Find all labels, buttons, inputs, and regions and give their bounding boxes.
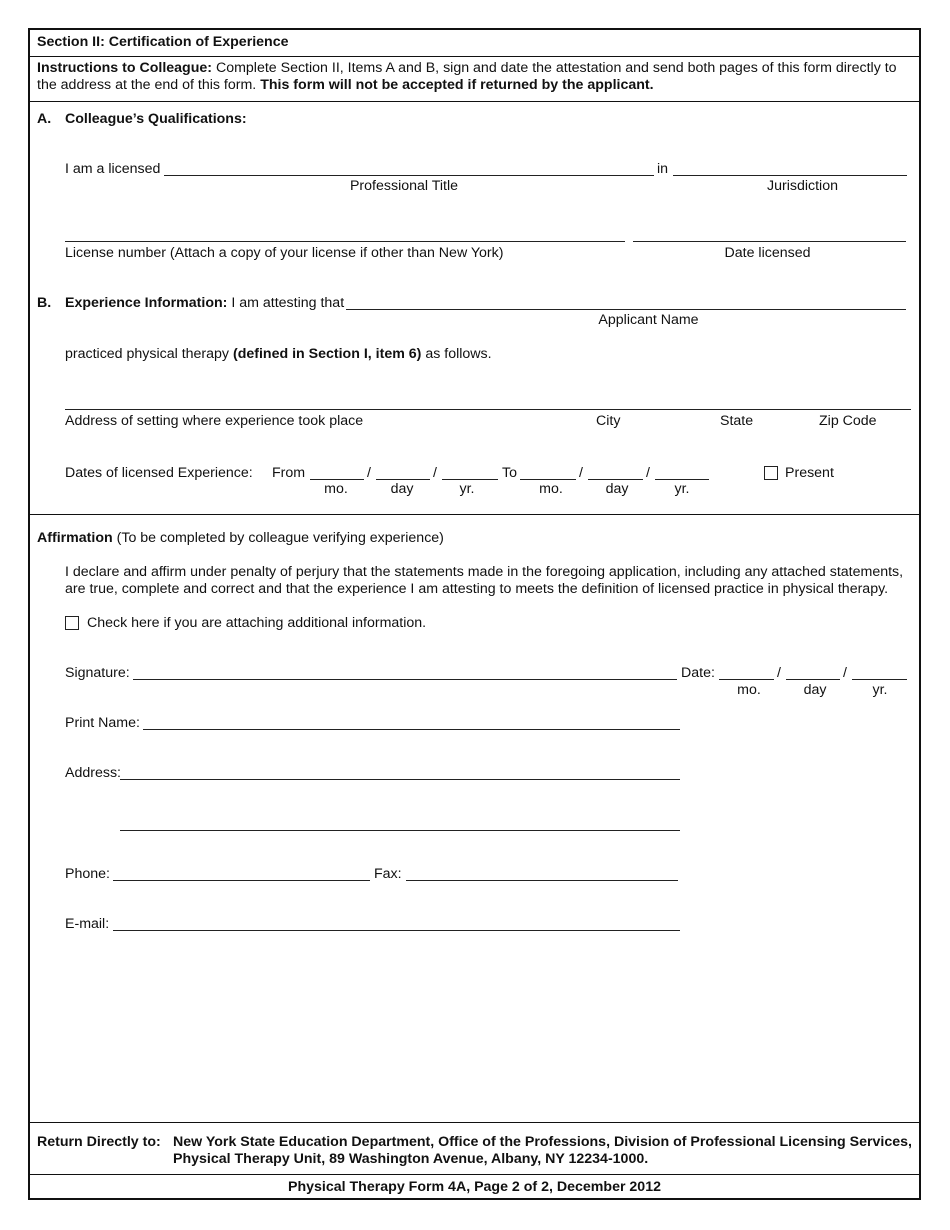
email-label: E-mail: (65, 916, 110, 932)
date-licensed-caption: Date licensed (724, 245, 811, 261)
section-b-title: Experience Information: (65, 295, 228, 311)
professional-title-field[interactable] (164, 175, 654, 176)
attesting-text: I am attesting that (231, 295, 345, 311)
experience-address-field[interactable] (65, 409, 911, 410)
experience-line (65, 295, 344, 312)
signature-label: Signature: (65, 665, 130, 681)
from-month-field[interactable] (310, 479, 364, 480)
applicant-name-caption: Applicant Name (598, 312, 699, 328)
to-slash-1: / (579, 465, 583, 481)
sign-slash-2: / (843, 665, 847, 681)
divider-header (28, 56, 921, 57)
return-label: Return Directly to: (37, 1134, 161, 1150)
license-number-caption: License number (Attach a copy of your license if other than New York) (65, 245, 504, 261)
print-name-field[interactable] (143, 729, 680, 730)
sign-day-caption: day (803, 682, 827, 698)
return-address-line-1: New York State Education Department, Office of the Professions, Division of Professional Licensing Services, (173, 1134, 912, 1150)
practiced-line (65, 346, 492, 363)
address-field-line-1[interactable] (120, 779, 680, 780)
affirmation-heading (37, 530, 444, 547)
affirmation-subtitle: (To be completed by colleague verifying experience) (116, 530, 444, 546)
date-licensed-field[interactable] (633, 241, 906, 242)
to-year-field[interactable] (655, 479, 709, 480)
from-slash-2: / (433, 465, 437, 481)
section-a-letter: A. (37, 111, 52, 127)
affirmation-title: Affirmation (37, 530, 113, 546)
jurisdiction-field[interactable] (673, 175, 907, 176)
to-day-field[interactable] (588, 479, 643, 480)
from-day-caption: day (390, 481, 414, 497)
in-word: in (657, 161, 669, 177)
instructions-line-1 (37, 60, 897, 77)
to-yr-caption: yr. (674, 481, 690, 497)
to-month-field[interactable] (520, 479, 576, 480)
sign-year-field[interactable] (852, 679, 907, 680)
address-field-line-2[interactable] (120, 830, 680, 831)
declaration-line-1: I declare and affirm under penalty of perjury that the statements made in the foregoing application, including any attached statements, (65, 564, 904, 580)
address-label: Address: (65, 765, 121, 781)
to-mo-caption: mo. (539, 481, 563, 497)
attach-info-label: Check here if you are attaching additional information. (87, 615, 427, 631)
instructions-text: Complete Section II, Items A and B, sign and date the attestation and send both pages of this form directly to (215, 60, 897, 76)
sign-yr-caption: yr. (872, 682, 888, 698)
form-footer: Physical Therapy Form 4A, Page 2 of 2, December 2012 (288, 1179, 661, 1195)
divider-instructions (28, 101, 921, 102)
from-slash-1: / (367, 465, 371, 481)
phone-label: Phone: (65, 866, 110, 882)
declaration-line-2: are true, complete and correct and that the experience I am attesting to meets the definition of licensed practice in physical therapy. (65, 581, 889, 597)
practiced-text: practiced physical therapy (65, 346, 230, 362)
present-label: Present (785, 465, 834, 481)
print-name-label: Print Name: (65, 715, 140, 731)
licensed-prefix: I am a licensed (65, 161, 161, 177)
section-a-title: Colleague’s Qualifications: (65, 111, 247, 127)
section-b-letter: B. (37, 295, 52, 311)
sign-day-field[interactable] (786, 679, 840, 680)
date-label: Date: (681, 665, 715, 681)
to-day-caption: day (605, 481, 629, 497)
practiced-suffix: as follows. (425, 346, 492, 362)
from-yr-caption: yr. (459, 481, 475, 497)
present-checkbox[interactable] (764, 466, 778, 480)
fax-label: Fax: (374, 866, 402, 882)
city-caption: City (596, 413, 621, 429)
email-field[interactable] (113, 930, 680, 931)
divider-footer (28, 1174, 921, 1175)
professional-title-caption: Professional Title (349, 178, 459, 194)
jurisdiction-caption: Jurisdiction (767, 178, 838, 194)
dates-label: Dates of licensed Experience: (65, 465, 253, 481)
to-label: To (502, 465, 517, 481)
divider-return (28, 1122, 921, 1123)
attach-info-checkbox[interactable] (65, 616, 79, 630)
sign-month-field[interactable] (719, 679, 774, 680)
license-number-field[interactable] (65, 241, 625, 242)
zip-caption: Zip Code (819, 413, 877, 429)
instructions-text-2: the address at the end of this form. (37, 77, 257, 93)
sign-slash-1: / (777, 665, 781, 681)
from-year-field[interactable] (442, 479, 498, 480)
instructions-line-2 (37, 77, 654, 94)
instructions-bold-note: This form will not be accepted if returned by the applicant. (260, 77, 654, 93)
signature-field[interactable] (133, 679, 677, 680)
instructions-label: Instructions to Colleague: (37, 60, 212, 76)
return-address-line-2: Physical Therapy Unit, 89 Washington Avenue, Albany, NY 12234-1000. (173, 1151, 649, 1167)
form-frame (28, 28, 921, 1200)
from-label: From (272, 465, 306, 481)
phone-field[interactable] (113, 880, 370, 881)
applicant-name-field[interactable] (346, 309, 906, 310)
to-slash-2: / (646, 465, 650, 481)
address-caption: Address of setting where experience took place (65, 413, 364, 429)
from-mo-caption: mo. (324, 481, 348, 497)
section-header: Section II: Certification of Experience (37, 34, 289, 50)
practiced-bold: (defined in Section I, item 6) (232, 346, 422, 362)
divider-affirmation (28, 514, 921, 515)
sign-mo-caption: mo. (737, 682, 761, 698)
fax-field[interactable] (406, 880, 678, 881)
state-caption: State (720, 413, 754, 429)
from-day-field[interactable] (376, 479, 430, 480)
